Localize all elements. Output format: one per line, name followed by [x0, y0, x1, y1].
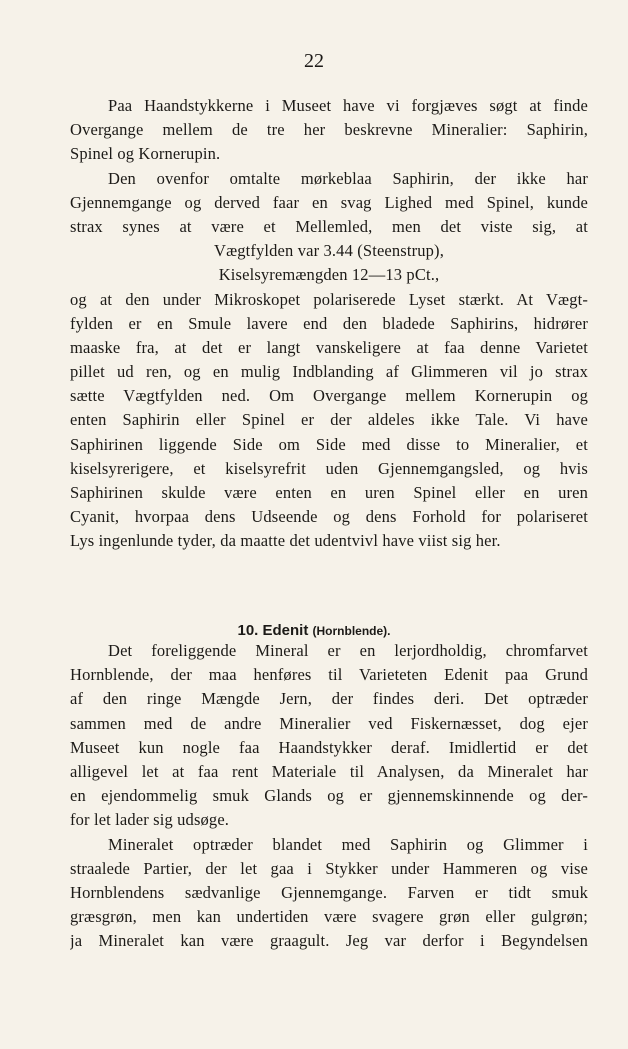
text-line: Hornblende, der maa henføres til Varieteten Edenit paa Grund: [70, 665, 588, 685]
text-line: Spinel og Kornerupin.: [70, 144, 221, 164]
text-line: straalede Partier, der let gaa i Stykker under Hammeren og vise: [70, 858, 588, 878]
text-line: Gjennemgange og derved faar en svag Lighed med Spinel, kunde: [70, 192, 588, 212]
text-line: Hornblendens sædvanlige Gjennemgange. Farven er tidt smuk: [70, 882, 588, 902]
text-line: for let lader sig udsøge.: [70, 810, 230, 830]
text-line: alligevel let at faa rent Materiale til Analysen, da Mineralet har: [70, 761, 588, 781]
text-line: og at den under Mikroskopet polariserede Lyset stærkt. At Vægt-: [70, 289, 588, 309]
section-a-text: [70, 94, 588, 554]
text-line: fylden er en Smule lavere end den bladede Saphirins, hidrører: [70, 313, 588, 333]
text-line: pillet ud ren, og en mulig Indblanding af Glimmeren vil jo strax: [70, 362, 588, 382]
text-line-specific-gravity: Vægtfylden var 3.44 (Steenstrup),: [214, 241, 444, 261]
text-line: sammen med de andre Mineralier ved Fiskernæsset, dog ejer: [70, 713, 588, 733]
text-line: kiselsyrerigere, et kiselsyrefrit uden Gjennemgangsled, og hvis: [70, 458, 588, 478]
text-line: af den ringe Mængde Jern, der findes deri. Det optræder: [70, 689, 588, 709]
text-line: strax synes at være et Mellemled, men det viste sig, at: [70, 216, 588, 236]
text-line: Overgange mellem de tre her beskrevne Mineralier: Saphirin,: [70, 120, 588, 140]
text-line: Den ovenfor omtalte mørkeblaa Saphirin, der ikke har: [108, 168, 588, 188]
text-line: græsgrøn, men kan undertiden være svagere grøn eller gulgrøn;: [70, 907, 588, 927]
text-line: Museet kun nogle faa Haandstykker deraf. Imidlertid er det: [70, 737, 588, 757]
text-line: Saphirinen skulde være enten en uren Spinel eller en uren: [70, 483, 588, 502]
text-line: Lys ingenlunde tyder, da maatte det udentvivl have viist sig her.: [70, 531, 501, 551]
text-line: Det foreliggende Mineral er en lerjordholdig, chromfarvet: [108, 641, 588, 660]
text-line: Saphirinen liggende Side om Side med disse to Mineralier, et: [70, 434, 588, 454]
text-line: ja Mineralet kan være graagult. Jeg var derfor i Begyndelsen: [70, 931, 588, 951]
section-b-text: [70, 639, 588, 953]
text-line: Paa Haandstykkerne i Museet have vi forgjæves søgt at finde: [108, 96, 588, 115]
text-line: enten Saphirin eller Spinel er der aldeles ikke Tale. Vi have: [70, 410, 588, 430]
section-heading-subtitle: (Hornblende).: [312, 624, 391, 638]
text-line: sætte Vægtfylden ned. Om Overgange mellem Kornerupin og: [70, 386, 588, 406]
page-number: 22: [304, 50, 324, 72]
text-line: en ejendommelig smuk Glands og er gjennemskinnende og der-: [70, 786, 588, 806]
section-heading-title: 10. Edenit: [237, 622, 309, 639]
text-line-silica-content: Kiselsyremængden 12—13 pCt.,: [218, 265, 440, 285]
text-line: Mineralet optræder blandet med Saphirin og Glimmer i: [108, 834, 588, 854]
text-line: maaske fra, at det er langt vanskeligere at faa denne Varietet: [70, 337, 588, 357]
text-line: Cyanit, hvorpaa dens Udseende og dens Forhold for polariseret: [70, 507, 588, 527]
section-heading: [0, 622, 628, 639]
